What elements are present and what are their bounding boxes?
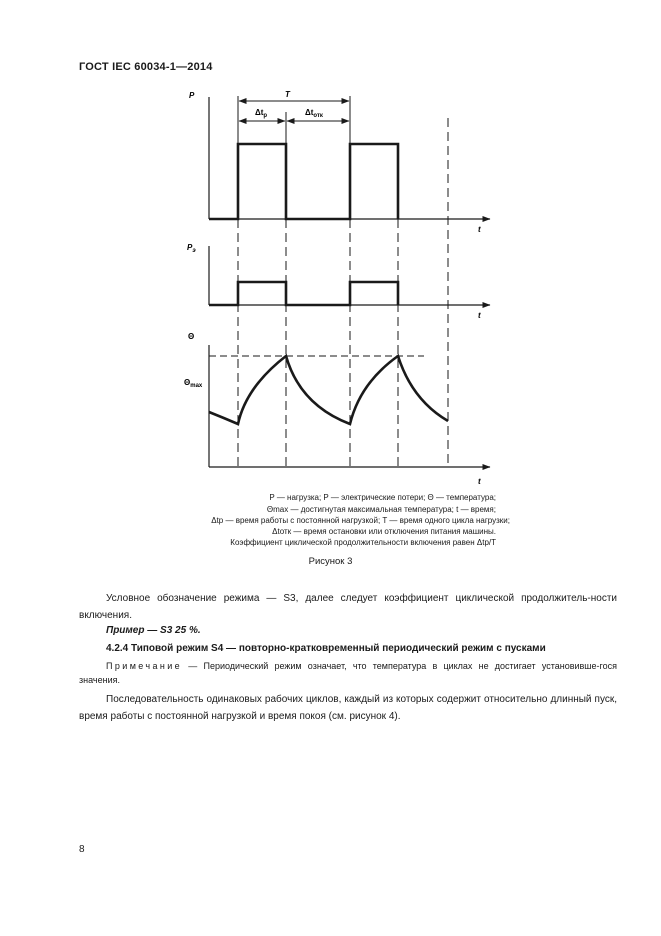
losses-graph (187, 243, 490, 320)
theta-t-label: t (478, 477, 481, 486)
caption-line-3: Δtр — время работы с постоянной нагрузкой; T — время одного цикла нагрузки; (211, 516, 510, 525)
standard-header: ГОСТ IEC 60034-1—2014 (79, 61, 213, 73)
p-t-label: t (478, 225, 481, 234)
caption-line-4: Δtотк — время остановки или отключения питания машины. (272, 527, 496, 536)
section-heading: 4.2.4 Типовой режим S4 — повторно-кратковременный периодический режим с пусками (106, 643, 546, 654)
caption-line-5: Коэффициент циклической продолжительности включения равен Δtр/T (230, 538, 496, 547)
note-label: Примечание (106, 661, 183, 671)
load-pulses (209, 144, 398, 219)
caption-line-2: Θmax — достигнутая максимальная температура; t — время; (266, 505, 496, 514)
load-graph (189, 90, 490, 234)
page-number: 8 (79, 844, 85, 855)
note (79, 659, 617, 687)
dt-otk-label: $\Delta t_{отк}$ (305, 108, 323, 119)
paragraph-1: Условное обозначение режима — S3, далее следует коэффициент циклической продолжитель-ности включения. (79, 593, 617, 621)
temperature-curve (209, 356, 448, 424)
figure-title: Рисунок 3 (308, 556, 353, 567)
paragraph-2: Последовательность одинаковых рабочих циклов, каждый из которых содержит относительно длинный пуск, время работы с постоянной нагрузкой и время покоя (см. рисунок 4). (79, 694, 617, 722)
pe-axis-label: $P_э$ (187, 243, 196, 254)
period-label: T (285, 90, 290, 99)
losses-pulses (209, 282, 398, 305)
cycle-boundaries (238, 118, 448, 467)
example-line: Пример — S3 25 %. (106, 625, 201, 636)
p-axis-label: P (189, 91, 195, 100)
dt-p-label: $\Delta t_р$ (255, 108, 268, 119)
theta-axis-label: Θ (188, 332, 195, 341)
pe-t-label: t (478, 311, 481, 320)
caption-line-1: P — нагрузка; P — электрические потери; Θ — температура; (269, 493, 496, 502)
note-text: — Периодический режим означает, что температура в циклах не достигает установивше-гося значения. (79, 661, 617, 685)
temperature-graph (184, 332, 490, 486)
theta-max-label: $\Theta_{max}$ (184, 378, 203, 389)
